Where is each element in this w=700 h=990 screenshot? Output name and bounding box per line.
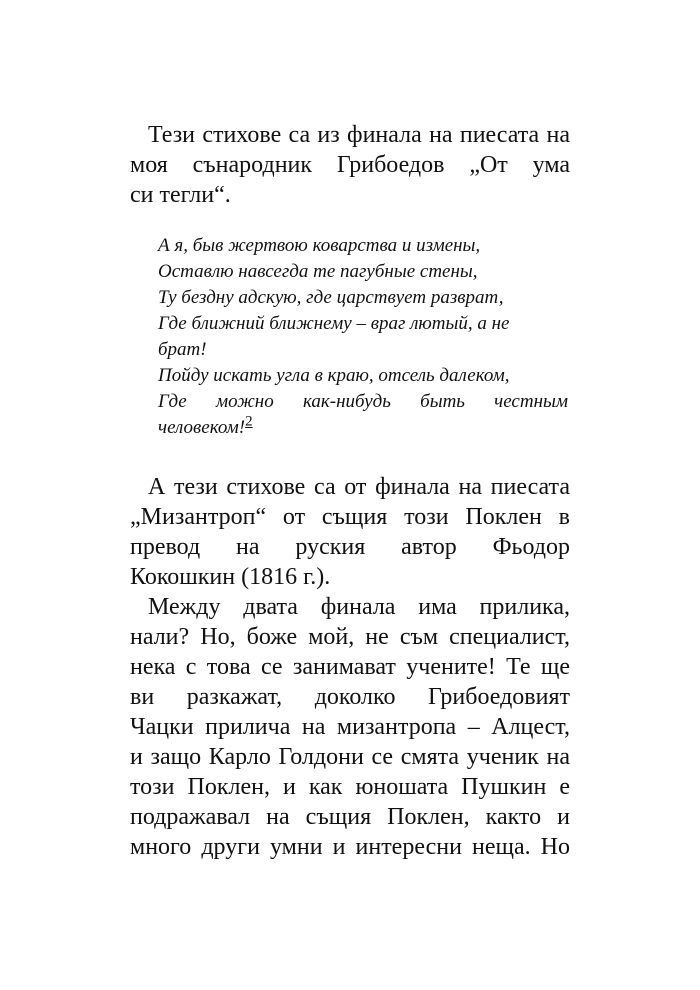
paragraph3-line-4: ви разкажат, доколко Грибоедовият [130, 684, 570, 710]
verse-line-6: Пойду искать угла в краю, отсель далеком, [158, 365, 510, 386]
paragraph3-line-9: много други умни и интересни неща. Но [130, 834, 570, 860]
paragraph3-line-3: нека с това се занимават учените! Те ще [130, 654, 570, 680]
paragraph2-line-3: превод на руския автор Фьодор [130, 534, 570, 560]
paragraph3-line-2: нали? Но, боже мой, не съм специалист, [130, 624, 570, 650]
verse-line-5: брат! [158, 339, 207, 360]
paragraph2-line-1: А тези стихове са от финала на пиесата [148, 474, 570, 500]
paragraph1-line-3: си тегли“. [130, 182, 231, 208]
paragraph3-line-7: този Поклен, и как юношата Пушкин е [130, 774, 570, 800]
paragraph2-line-4: Кокошкин (1816 г.). [130, 564, 331, 590]
paragraph3-line-8: подражавал на същия Поклен, както и [130, 804, 570, 830]
paragraph1-line-2: моя сънародник Грибоедов „От ума [130, 152, 570, 178]
footnote-reference-link[interactable]: 2 [245, 413, 253, 430]
verse-line-8 [158, 415, 568, 441]
verse-line-1: А я, быв жертвою коварства и измены, [158, 235, 481, 256]
paragraph1-line-1: Тези стихове са из финала на пиесата на [148, 122, 570, 148]
paragraph2-line-2: „Мизантроп“ от същия този Поклен в [130, 504, 570, 530]
verse-line-4: Где ближний ближнему – враг лютый, а не [158, 313, 510, 334]
paragraph3-line-5: Чацки прилича на мизантропа – Алцест, [130, 714, 570, 740]
paragraph3-line-6: и защо Карло Голдони се смята ученик на [130, 744, 570, 770]
verse-line-3: Ту бездну адскую, где царствует разврат, [158, 287, 504, 308]
verse-line-8-text: человеком! [158, 417, 246, 438]
verse-line-2: Оставлю навсегда те пагубные стены, [158, 261, 478, 282]
verse-line-7: Где можно как-нибудь быть честным [158, 391, 568, 412]
paragraph3-line-1: Между двата финала има прилика, [148, 594, 570, 620]
